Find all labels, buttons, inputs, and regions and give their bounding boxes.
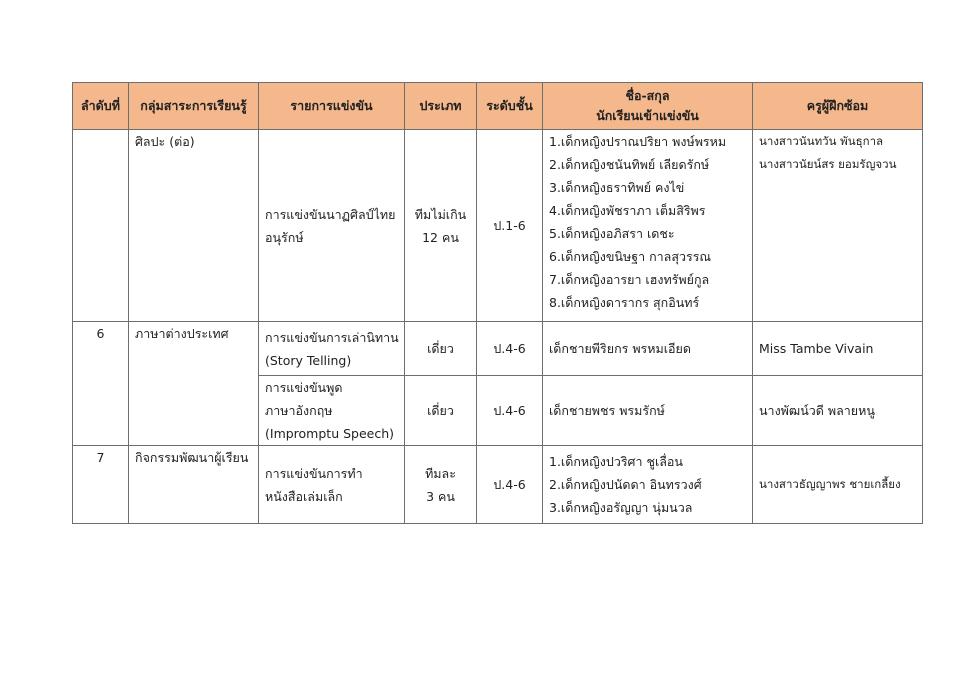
competition-cell bbox=[259, 376, 405, 446]
coach-name: Miss Tambe Vivain bbox=[759, 341, 874, 356]
competition-line: อนุรักษ์ bbox=[265, 229, 304, 245]
level-cell: ป.1-6 bbox=[477, 130, 543, 322]
coach-name: นางพัฒน์วดี พลายหนู bbox=[759, 403, 875, 418]
header-students bbox=[543, 83, 753, 130]
student-name: 3.เด็กหญิงอรัญญา นุ่มนวล bbox=[549, 500, 693, 515]
competition-line: (Story Telling) bbox=[265, 352, 352, 368]
coach-cell bbox=[753, 322, 923, 376]
coach-cell bbox=[753, 376, 923, 446]
subject-group-cell: ภาษาต่างประเทศ bbox=[129, 322, 259, 446]
student-name: เด็กชายพีริยกร พรหมเอียด bbox=[549, 341, 691, 356]
table-row bbox=[73, 322, 923, 376]
table-header-row bbox=[73, 83, 923, 130]
type-line: ทีมละ bbox=[425, 465, 456, 481]
student-name: 7.เด็กหญิงอารยา เฮงทรัพย์กูล bbox=[549, 272, 710, 287]
type-line: 12 คน bbox=[422, 229, 459, 245]
header-type: ประเภท bbox=[405, 83, 477, 130]
level-cell: ป.4-6 bbox=[477, 376, 543, 446]
coach-cell bbox=[753, 130, 923, 322]
competition-cell bbox=[259, 446, 405, 524]
students-cell bbox=[543, 322, 753, 376]
table-row bbox=[73, 130, 923, 322]
coach-cell bbox=[753, 446, 923, 524]
header-order: ลำดับที่ bbox=[73, 83, 129, 130]
table-row bbox=[73, 446, 923, 524]
competition-line: การแข่งขันการทำ bbox=[265, 465, 363, 481]
student-name: เด็กชายพชร พรมรักษ์ bbox=[549, 403, 665, 418]
competition-line: หนังสือเล่มเล็ก bbox=[265, 488, 343, 504]
type-line: เดี่ยว bbox=[427, 341, 454, 356]
coach-name: นางสาวนัยน์สร ยอมรัญจวน bbox=[759, 157, 897, 171]
students-cell bbox=[543, 130, 753, 322]
student-name: 8.เด็กหญิงดารากร สุกอินทร์ bbox=[549, 295, 700, 310]
type-line: ทีมไม่เกิน bbox=[414, 206, 467, 222]
header-students-line2: นักเรียนเข้าแข่งขัน bbox=[596, 108, 699, 123]
header-level: ระดับชั้น bbox=[477, 83, 543, 130]
type-line: เดี่ยว bbox=[427, 403, 454, 418]
subject-group-cell: ศิลปะ (ต่อ) bbox=[129, 130, 259, 322]
order-cell bbox=[73, 130, 129, 322]
student-name: 1.เด็กหญิงปวริศา ชูเลื่อน bbox=[549, 454, 683, 469]
student-name: 5.เด็กหญิงอภิสรา เดชะ bbox=[549, 226, 675, 241]
student-name: 4.เด็กหญิงพัชราภา เต็มสิริพร bbox=[549, 203, 706, 218]
coach-name: นางสาวนันทวัน พันธุกาล bbox=[759, 134, 884, 148]
level-cell: ป.4-6 bbox=[477, 446, 543, 524]
header-subject-group: กลุ่มสาระการเรียนรู้ bbox=[129, 83, 259, 130]
type-cell bbox=[405, 322, 477, 376]
order-cell: 6 bbox=[73, 322, 129, 446]
competition-cell bbox=[259, 322, 405, 376]
students-cell bbox=[543, 446, 753, 524]
header-students-line1: ชื่อ-สกุล bbox=[625, 88, 670, 103]
competition-line: การแข่งขันนาฏศิลป์ไทย bbox=[265, 206, 396, 222]
type-cell bbox=[405, 376, 477, 446]
competition-line: ภาษาอังกฤษ bbox=[265, 403, 333, 418]
student-name: 3.เด็กหญิงธราทิพย์ คงไข่ bbox=[549, 180, 685, 195]
level-cell: ป.4-6 bbox=[477, 322, 543, 376]
competition-line: การแข่งขันการเล่านิทาน bbox=[265, 329, 399, 345]
coach-name: นางสาวธัญญาพร ชายเกลี้ยง bbox=[759, 477, 901, 491]
header-competition: รายการแข่งขัน bbox=[259, 83, 405, 130]
students-cell bbox=[543, 376, 753, 446]
student-name: 2.เด็กหญิงปนัดดา อินทรวงศ์ bbox=[549, 477, 702, 492]
subject-group-cell: กิจกรรมพัฒนาผู้เรียน bbox=[129, 446, 259, 524]
header-coach: ครูผู้ฝึกซ้อม bbox=[753, 83, 923, 130]
competition-line: การแข่งขันพูด bbox=[265, 380, 343, 395]
competition-roster-table bbox=[72, 82, 923, 524]
student-name: 1.เด็กหญิงปราณปริยา พงษ์พรหม bbox=[549, 134, 727, 149]
order-cell: 7 bbox=[73, 446, 129, 524]
student-name: 6.เด็กหญิงขนิษฐา กาลสุวรรณ bbox=[549, 249, 712, 264]
type-cell bbox=[405, 446, 477, 524]
competition-cell bbox=[259, 130, 405, 322]
type-line: 3 คน bbox=[426, 488, 455, 504]
student-name: 2.เด็กหญิงชนันทิพย์ เลียดรักษ์ bbox=[549, 157, 710, 172]
competition-line: (Impromptu Speech) bbox=[265, 426, 395, 441]
type-cell bbox=[405, 130, 477, 322]
